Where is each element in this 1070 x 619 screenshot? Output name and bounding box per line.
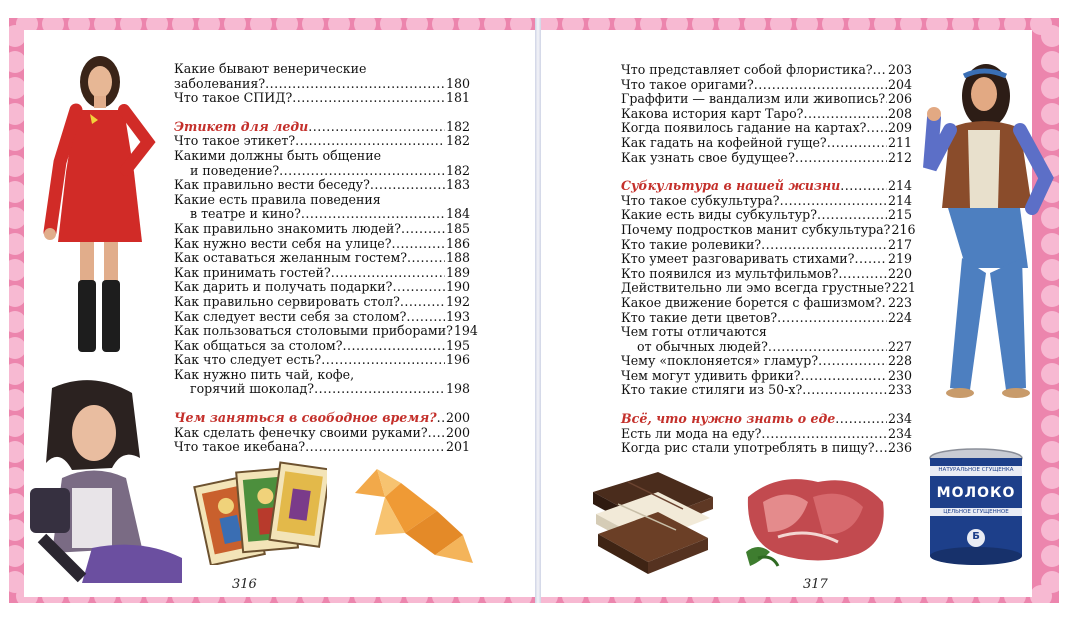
toc-entry-title: Почему подростков манит субкультура? — [621, 221, 891, 237]
toc-entry-title: Чему «поклоняется» гламур? — [621, 353, 819, 369]
toc-entry — [174, 426, 470, 441]
toc-leader-dots — [801, 369, 887, 384]
toc-leader-dots — [835, 412, 887, 427]
toc-leader-dots — [407, 251, 445, 266]
toc-entry-title: Как что следует есть? — [174, 352, 322, 368]
toc-page-number: 215 — [887, 207, 912, 223]
toc-page-number: 182 — [445, 118, 470, 134]
toc-entry-title: Что такое СПИД? — [174, 90, 293, 106]
toc-page-number: 216 — [891, 221, 916, 237]
toc-line: Какие бывают венерические — [174, 61, 367, 76]
toc-page-number: 183 — [445, 177, 470, 193]
toc-page-number: 219 — [887, 251, 912, 267]
toc-entry — [621, 296, 912, 311]
toc-entry-title: Какова история карт Таро? — [621, 105, 804, 121]
toc-entry-title: Как оставаться желанным гостем? — [174, 250, 408, 266]
toc-leader-dots — [802, 383, 887, 398]
toc-entry-title: от обычных людей? — [637, 338, 768, 354]
right-page-number: 317 — [803, 577, 828, 592]
toc-page-number: 194 — [453, 323, 478, 339]
toc-entry-title: Как принимать гостей? — [174, 264, 331, 280]
toc-entry-title: Как сделать фенечку своими руками? — [174, 424, 428, 440]
toc-leader-dots — [818, 354, 887, 369]
woman-red-dress-illustration — [38, 52, 163, 362]
toc-entry-title: Когда рис стали употреблять в пищу? — [621, 440, 875, 456]
toc-page-number: 236 — [887, 440, 912, 456]
toc-line: Как нужно пить чай, кофе, — [174, 366, 355, 382]
toc-page-number: 224 — [887, 309, 912, 325]
toc-entry-title: Что такое оригами? — [621, 76, 754, 92]
toc-page-number: 200 — [445, 410, 470, 426]
toc-entry — [174, 251, 470, 266]
toc-leader-dots — [827, 136, 887, 151]
toc-entry-title: Кто появился из мультфильмов? — [621, 265, 839, 281]
toc-entry-title: Что такое субкультура? — [621, 192, 780, 208]
toc-page-number: 189 — [445, 264, 470, 280]
toc-page-number: 221 — [891, 280, 916, 296]
toc-entry-title: Как гадать на кофейной гуще? — [621, 134, 827, 150]
toc-entry-title: заболевания? — [174, 75, 266, 91]
toc-entry-title: Как общаться за столом? — [174, 337, 343, 353]
toc-entry — [621, 383, 912, 398]
toc-leader-dots — [437, 411, 445, 426]
right-table-of-contents — [621, 62, 916, 456]
toc-section-heading — [174, 411, 470, 426]
left-table-of-contents — [174, 61, 478, 455]
toc-page-number: 223 — [887, 294, 912, 310]
toc-entry-title: Какие есть виды субкультур? — [621, 207, 817, 223]
toc-entry — [621, 441, 912, 456]
toc-entry — [174, 207, 470, 222]
toc-page-number: 180 — [445, 75, 470, 91]
toc-entry-title: Как нужно вести себя на улице? — [174, 235, 392, 251]
toc-entry-title: Кто такие дети цветов? — [621, 309, 778, 325]
toc-section-heading — [621, 179, 912, 194]
milk-can-top-text: НАТУРАЛЬНОЕ СГУЩЕНКА — [938, 467, 1014, 473]
toc-leader-dots — [840, 179, 887, 194]
toc-page-number: 208 — [887, 105, 912, 121]
toc-leader-dots — [314, 382, 445, 397]
toc-page-number: 230 — [887, 367, 912, 383]
toc-entry — [621, 121, 912, 136]
toc-entry — [174, 382, 470, 397]
toc-leader-dots — [795, 151, 887, 166]
toc-page-number: 195 — [445, 337, 470, 353]
toc-leader-dots — [780, 194, 887, 209]
toc-entry-title: и поведение? — [190, 162, 280, 178]
toc-entry — [621, 151, 912, 166]
toc-page-number: 227 — [887, 338, 912, 354]
toc-page-number: 214 — [887, 178, 912, 194]
toc-leader-dots — [838, 267, 887, 282]
toc-entry — [174, 134, 470, 149]
toc-entry-title: Что такое икебана? — [174, 439, 306, 455]
toc-entry — [174, 222, 470, 237]
toc-entry — [621, 107, 912, 122]
toc-page-number: 181 — [445, 90, 470, 106]
toc-leader-dots — [873, 63, 887, 78]
toc-leader-dots — [342, 339, 445, 354]
left-page-number: 316 — [232, 577, 257, 592]
toc-page-number: 211 — [887, 134, 912, 150]
toc-entry — [174, 237, 470, 252]
toc-page-number: 203 — [887, 62, 912, 77]
toc-entry-title: Как следует вести себя за столом? — [174, 308, 407, 324]
toc-section-heading — [174, 120, 470, 135]
toc-entry-title: Какое движение борется с фашизмом? — [621, 294, 882, 310]
toc-page-number: 217 — [887, 236, 912, 252]
toc-entry — [174, 295, 470, 310]
toc-page-number: 220 — [887, 265, 912, 281]
tarot-cards-illustration — [192, 460, 327, 565]
toc-leader-dots — [817, 208, 887, 223]
toc-leader-dots — [265, 77, 445, 92]
toc-page-number: 198 — [445, 381, 470, 397]
toc-entry — [174, 91, 470, 106]
toc-entry-title: Всё, что нужно знать о еде — [621, 411, 836, 427]
toc-entry-title: Действительно ли эмо всегда грустные? — [621, 280, 891, 296]
toc-leader-dots — [803, 107, 887, 122]
toc-entry — [621, 252, 912, 267]
hippie-woman-illustration — [920, 58, 1055, 403]
punk-girl-illustration — [22, 378, 187, 588]
chocolate-stack-illustration — [588, 462, 718, 577]
toc-leader-dots — [292, 91, 445, 106]
toc-entry-title: Что такое этикет? — [174, 133, 296, 149]
book-gutter — [535, 18, 541, 603]
toc-leader-dots — [321, 353, 445, 368]
toc-entry — [621, 238, 912, 253]
toc-entry — [621, 78, 912, 93]
toc-entry — [174, 164, 470, 179]
toc-leader-dots — [370, 178, 445, 193]
toc-leader-dots — [392, 280, 445, 295]
toc-page-number: 186 — [445, 235, 470, 251]
toc-page-number: 188 — [445, 250, 470, 266]
toc-entry-title: Чем заняться в свободное время? — [174, 410, 437, 426]
toc-entry-title: в театре и кино? — [190, 206, 301, 222]
raw-meat-illustration — [738, 462, 888, 572]
toc-page-number: 233 — [887, 382, 912, 398]
toc-leader-dots — [331, 266, 445, 281]
toc-leader-dots — [392, 237, 445, 252]
milk-can-sublabel: ЦЕЛЬНОЕ СГУЩЕННОЕ — [943, 509, 1009, 515]
toc-leader-dots — [305, 440, 445, 455]
toc-page-number: 204 — [887, 76, 912, 92]
toc-entry — [621, 354, 912, 369]
toc-page-number: 182 — [445, 133, 470, 149]
toc-entry — [621, 63, 912, 78]
toc-entry-title: Кто такие стиляги из 50-х? — [621, 382, 803, 398]
toc-leader-dots — [401, 222, 445, 237]
toc-page-number: 193 — [445, 308, 470, 324]
toc-entry-title: Граффити — вандализм или живопись? — [621, 91, 886, 107]
toc-section-heading — [621, 412, 912, 427]
toc-leader-dots — [866, 121, 887, 136]
toc-entry — [174, 440, 470, 455]
toc-entry-title: Как пользоваться столовыми приборами? — [174, 323, 453, 339]
toc-page-number: 209 — [887, 120, 912, 136]
toc-leader-dots — [400, 295, 445, 310]
toc-leader-dots — [768, 340, 887, 355]
toc-entry-title: Как правильно сервировать стол? — [174, 293, 400, 309]
toc-page-number: 234 — [887, 411, 912, 427]
toc-page-number: 200 — [445, 424, 470, 440]
toc-entry-title: Кто умеет разговаривать стихами? — [621, 251, 855, 267]
toc-page-number: 192 — [445, 293, 470, 309]
toc-page-number: 190 — [445, 279, 470, 295]
toc-page-number: 206 — [887, 91, 912, 107]
toc-entry-title: Как узнать свое будущее? — [621, 149, 795, 165]
toc-entry — [174, 77, 470, 92]
toc-page-number: 185 — [445, 220, 470, 236]
toc-entry-title: Когда появилось гадание на картах? — [621, 120, 867, 136]
toc-entry — [621, 427, 912, 442]
toc-entry — [621, 92, 912, 107]
toc-leader-dots — [406, 310, 445, 325]
toc-leader-dots — [754, 78, 887, 93]
toc-line: Какие есть правила поведения — [174, 191, 381, 207]
toc-leader-dots — [854, 252, 887, 267]
toc-entry — [174, 310, 470, 325]
toc-entry-title: Что представляет собой флористика? — [621, 62, 873, 77]
toc-page-number: 228 — [887, 353, 912, 369]
toc-entry-title: Как правильно вести беседу? — [174, 177, 370, 193]
toc-leader-dots — [761, 238, 887, 253]
toc-entry — [621, 340, 912, 355]
toc-leader-dots — [428, 426, 445, 441]
milk-can-badge: Б — [972, 531, 980, 542]
toc-page-number: 234 — [887, 425, 912, 441]
condensed-milk-can-illustration — [928, 448, 1024, 566]
toc-leader-dots — [279, 164, 445, 179]
toc-line: Чем готы отличаются — [621, 324, 767, 340]
toc-entry-title: Кто такие ролевики? — [621, 236, 762, 252]
toc-leader-dots — [308, 120, 445, 135]
toc-entry — [174, 266, 470, 281]
toc-entry — [174, 178, 470, 193]
toc-entry — [621, 280, 916, 296]
toc-entry — [174, 280, 470, 295]
toc-leader-dots — [777, 311, 887, 326]
toc-page-number: 182 — [445, 162, 470, 178]
toc-page-number: 212 — [887, 149, 912, 165]
toc-entry — [621, 267, 912, 282]
toc-leader-dots — [875, 441, 887, 456]
toc-entry-title: горячий шоколад? — [190, 381, 315, 397]
toc-entry — [174, 323, 478, 339]
toc-leader-dots — [301, 207, 445, 222]
origami-fox-illustration — [345, 463, 475, 568]
toc-line: Какими должны быть общение — [174, 147, 382, 163]
toc-entry — [174, 353, 470, 368]
toc-leader-dots — [295, 134, 445, 149]
toc-entry-title: Чем могут удивить фрики? — [621, 367, 801, 383]
toc-entry — [621, 208, 912, 223]
toc-page-number: 214 — [887, 192, 912, 208]
toc-page-number: 196 — [445, 352, 470, 368]
toc-entry-title: Субкультура в нашей жизни — [621, 178, 841, 194]
toc-entry-title: Как правильно знакомить людей? — [174, 220, 401, 236]
toc-entry — [621, 194, 912, 209]
toc-entry-title: Этикет для леди — [174, 118, 309, 134]
toc-entry-title: Как дарить и получать подарки? — [174, 279, 393, 295]
toc-entry-title: Есть ли мода на еду? — [621, 425, 762, 441]
toc-entry — [621, 136, 912, 151]
toc-entry — [174, 339, 470, 354]
toc-page-number: 184 — [445, 206, 470, 222]
toc-entry — [621, 369, 912, 384]
toc-page-number: 201 — [445, 439, 470, 455]
milk-can-label: МОЛОКО — [936, 485, 1016, 501]
toc-entry — [621, 311, 912, 326]
toc-leader-dots — [761, 427, 887, 442]
toc-entry — [621, 221, 916, 238]
